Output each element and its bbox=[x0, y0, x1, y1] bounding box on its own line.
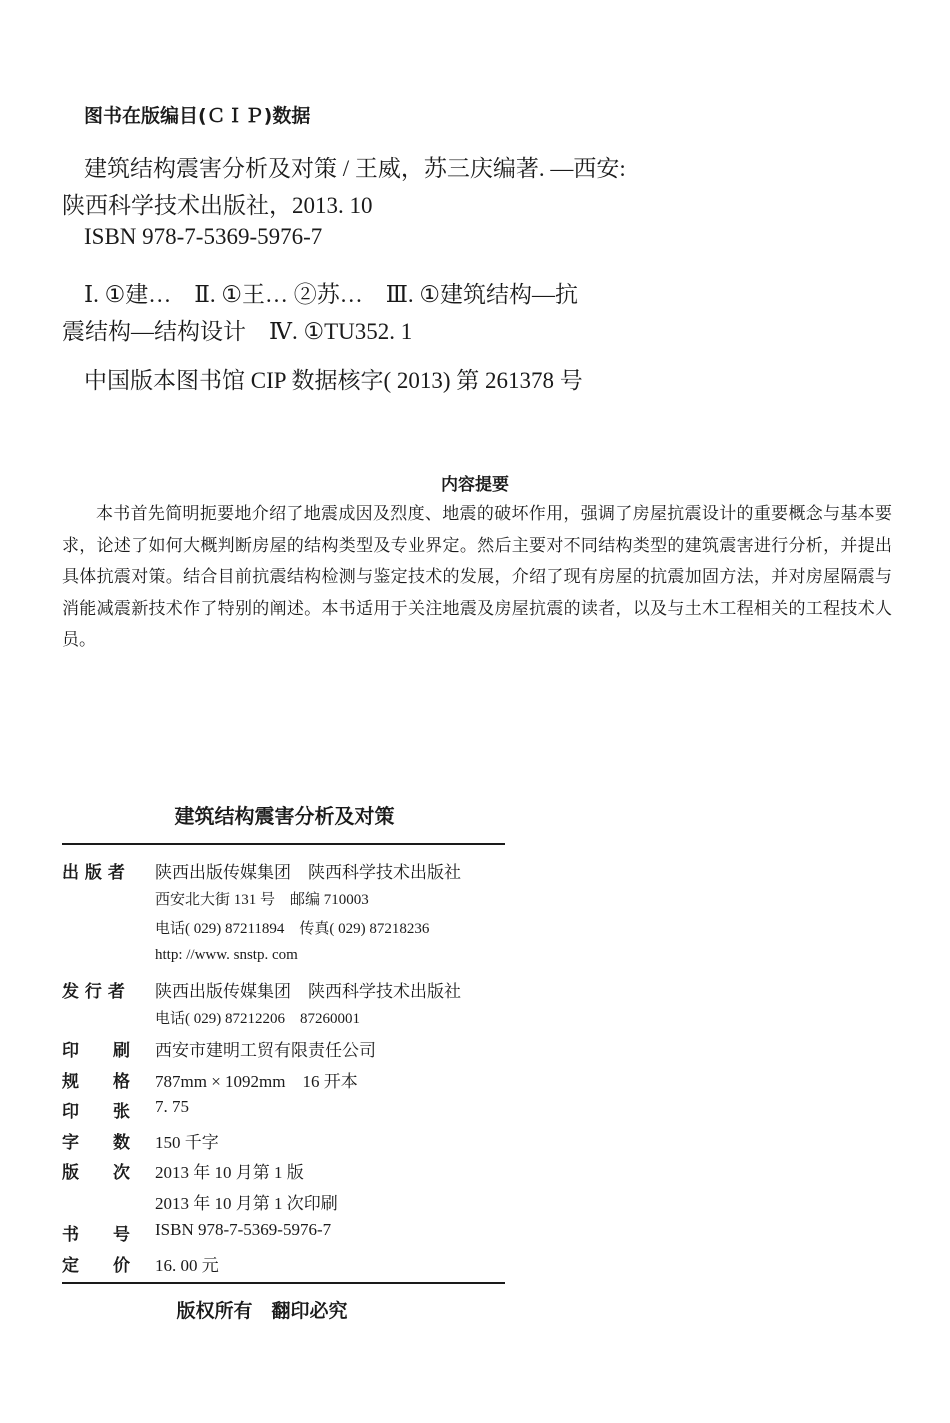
price-label: 定 价 bbox=[62, 1256, 130, 1276]
words-label: 字 数 bbox=[62, 1133, 130, 1153]
imprint-bottom-rule bbox=[62, 1282, 505, 1284]
words-value: 150 千字 bbox=[155, 1133, 219, 1152]
imprint-book-title: 建筑结构震害分析及对策 bbox=[174, 804, 395, 828]
sheets-label: 印 张 bbox=[62, 1102, 130, 1122]
cip-record-number: 中国版本图书馆 CIP 数据核字( 2013) 第 261378 号 bbox=[84, 368, 583, 393]
imprint-top-rule bbox=[62, 843, 505, 845]
cip-subject-line-cont: 震结构—结构设计 Ⅳ. ①TU352. 1 bbox=[62, 319, 413, 344]
distributor-phone: 电话( 029) 87212206 87260001 bbox=[155, 1011, 360, 1027]
summary-heading: 内容提要 bbox=[441, 475, 509, 495]
distributor-value: 陕西出版传媒集团 陕西科学技术出版社 bbox=[155, 982, 461, 1001]
printing-value: 2013 年 10 月第 1 次印刷 bbox=[155, 1194, 338, 1213]
edition-value: 2013 年 10 月第 1 版 bbox=[155, 1163, 304, 1182]
summary-paragraph: 本书首先简明扼要地介绍了地震成因及烈度、地震的破坏作用，强调了房屋抗震设计的重要概念与基本要求，论述了如何大概判断房屋的结构类型及专业界定。然后主要对不同结构类型的建筑震害进行分析，并提出具体抗震对策。结合目前抗震结构检测与鉴定技术的发展，介绍了现有房屋的抗震加固方法，并对房屋隔震与消能减震新技术作了特别的阐述。本书适用于关注地震及房屋抗震的读者，以及与土木工程相关的工程技术人员。 bbox=[62, 504, 892, 649]
cip-heading: 图书在版编目(ＣＩＰ)数据 bbox=[84, 105, 311, 127]
distributor-label: 发 行 者 bbox=[62, 982, 125, 1002]
publisher-value: 陕西出版传媒集团 陕西科学技术出版社 bbox=[155, 863, 461, 882]
edition-label: 版 次 bbox=[62, 1163, 130, 1183]
publisher-phone: 电话( 029) 87211894 传真( 029) 87218236 bbox=[155, 921, 430, 937]
cip-subject-line: Ⅰ. ①建… Ⅱ. ①王… ②苏… Ⅲ. ①建筑结构—抗 bbox=[84, 282, 579, 307]
isbn-value: ISBN 978-7-5369-5976-7 bbox=[155, 1220, 332, 1239]
isbn-label: 书 号 bbox=[62, 1225, 130, 1245]
publisher-address: 西安北大街 131 号 邮编 710003 bbox=[155, 892, 369, 908]
price-value: 16. 00 元 bbox=[155, 1256, 219, 1275]
printer-value: 西安市建明工贸有限责任公司 bbox=[155, 1041, 376, 1060]
format-value: 787mm × 1092mm 16 开本 bbox=[155, 1072, 358, 1091]
cip-title-line: 建筑结构震害分析及对策 / 王威，苏三庆编著. —西安: bbox=[84, 156, 626, 181]
publisher-label: 出 版 者 bbox=[62, 863, 125, 883]
copyright-notice: 版权所有 翻印必究 bbox=[176, 1300, 348, 1322]
cip-publisher-line: 陕西科学技术出版社，2013. 10 bbox=[62, 193, 373, 218]
sheets-value: 7. 75 bbox=[155, 1097, 189, 1116]
format-label: 规 格 bbox=[62, 1072, 130, 1092]
printer-label: 印 刷 bbox=[62, 1041, 130, 1061]
publisher-website: http: //www. snstp. com bbox=[155, 947, 298, 963]
cip-isbn-line: ISBN 978-7-5369-5976-7 bbox=[84, 224, 323, 249]
